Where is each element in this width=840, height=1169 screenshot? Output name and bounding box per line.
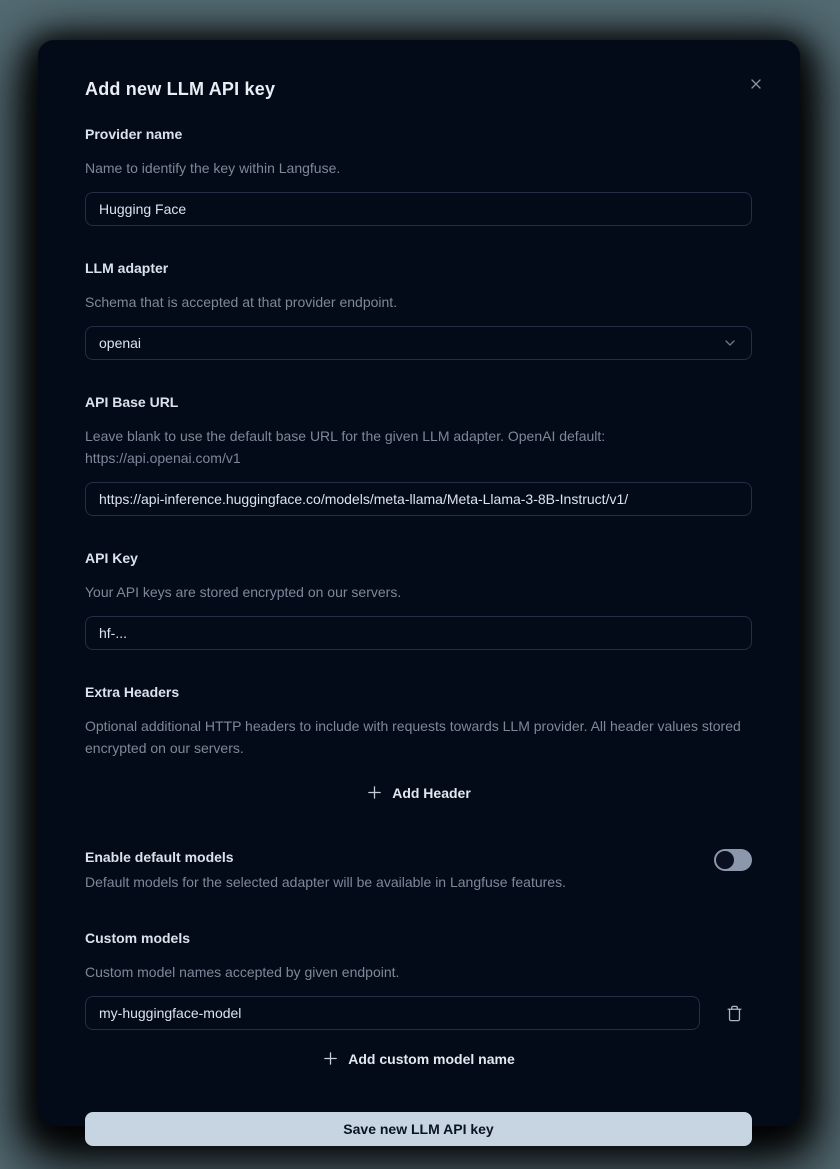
provider-name-label: Provider name (85, 126, 183, 142)
api-base-url-description: Leave blank to use the default base URL for the given LLM adapter. OpenAI default: https://api.openai.com/v1 (85, 428, 606, 466)
enable-default-models-description: Default models for the selected adapter will be available in Langfuse features. (85, 874, 566, 890)
api-key-description: Your API keys are stored encrypted on our servers. (85, 584, 402, 600)
custom-model-name-input[interactable] (85, 996, 700, 1030)
enable-default-models-toggle[interactable] (714, 849, 752, 871)
delete-custom-model-button[interactable] (722, 1001, 746, 1025)
llm-adapter-selected-value: openai (99, 335, 142, 351)
api-base-url-group (85, 393, 752, 516)
add-custom-model-button-label: Add custom model name (348, 1050, 515, 1067)
plus-icon (322, 1050, 339, 1067)
toggle-knob (716, 851, 734, 869)
provider-name-input[interactable] (85, 192, 752, 226)
dialog-header (85, 76, 752, 102)
llm-adapter-description: Schema that is accepted at that provider endpoint. (85, 294, 398, 310)
llm-adapter-select[interactable] (85, 326, 752, 360)
add-custom-model-button[interactable] (85, 1044, 752, 1073)
close-icon (748, 76, 764, 92)
dialog-title: Add new LLM API key (85, 79, 276, 99)
enable-default-models-group (85, 848, 752, 893)
custom-models-label: Custom models (85, 930, 191, 946)
plus-icon (366, 784, 383, 801)
add-header-button-label: Add Header (392, 784, 471, 801)
custom-model-row (85, 996, 752, 1030)
trash-icon (726, 1005, 743, 1022)
custom-models-group (85, 929, 752, 1073)
api-key-label: API Key (85, 550, 138, 566)
add-llm-api-key-dialog (38, 40, 800, 1137)
close-button[interactable] (742, 70, 770, 98)
extra-headers-label: Extra Headers (85, 684, 180, 700)
llm-adapter-label: LLM adapter (85, 260, 169, 276)
api-key-group (85, 549, 752, 650)
custom-models-description: Custom model names accepted by given endpoint. (85, 964, 400, 980)
enable-default-models-texts (85, 848, 566, 893)
add-header-button[interactable] (85, 778, 752, 807)
api-base-url-input[interactable] (85, 482, 752, 516)
enable-default-models-label: Enable default models (85, 849, 234, 865)
extra-headers-description: Optional additional HTTP headers to include with requests towards LLM provider. All header values stored encrypted on our servers. (85, 718, 741, 756)
api-key-input[interactable] (85, 616, 752, 650)
provider-name-description: Name to identify the key within Langfuse. (85, 160, 341, 176)
chevron-down-icon (722, 335, 738, 351)
extra-headers-group (85, 683, 752, 807)
llm-adapter-group (85, 259, 752, 360)
api-base-url-label: API Base URL (85, 394, 179, 410)
provider-name-group (85, 125, 752, 226)
save-llm-api-key-button[interactable]: Save new LLM API key (85, 1112, 752, 1146)
